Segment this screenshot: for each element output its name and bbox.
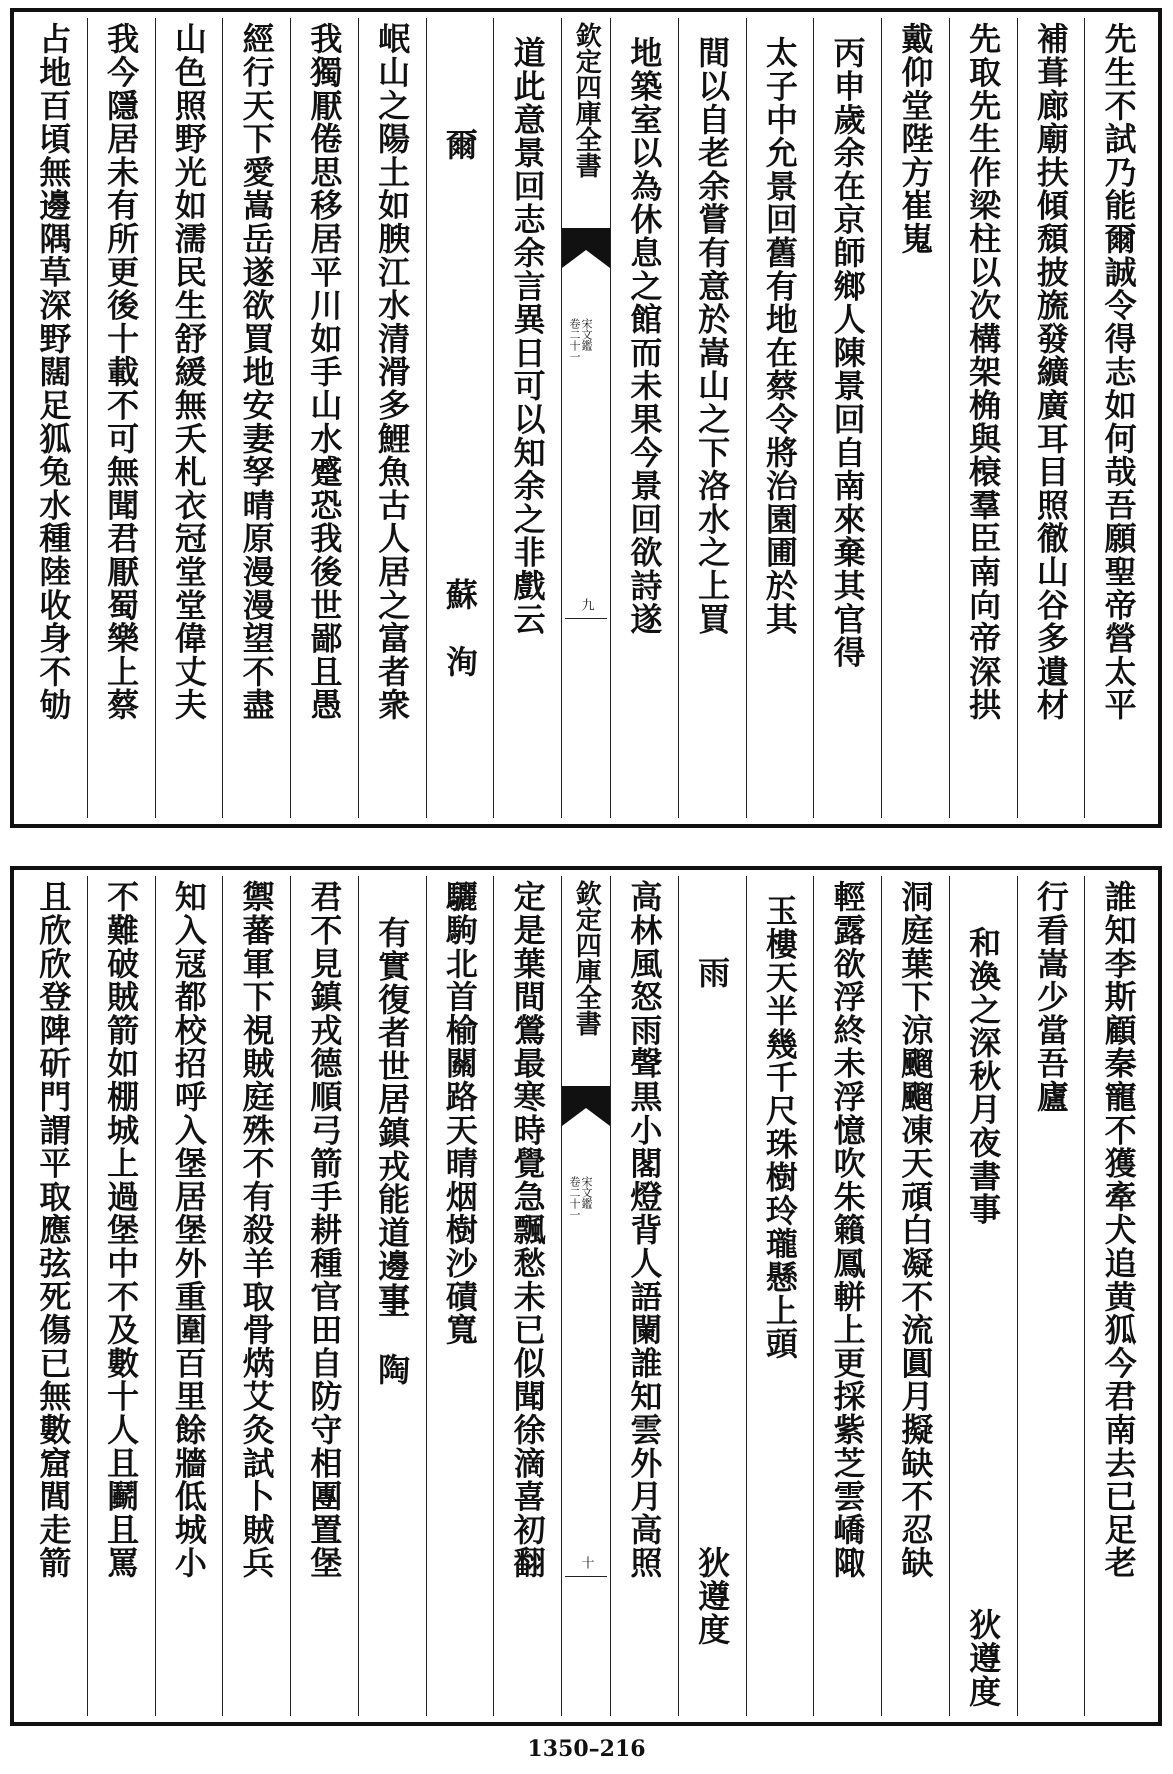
text-column	[87, 18, 155, 818]
column-text: 先取先生作梁柱以次構架桷與榱羣臣南向帝深拱	[964, 22, 1003, 722]
fold-title: 欽定四庫全書	[571, 22, 602, 178]
column-text: 岷山之陽土如腴江水清滑多鯉魚古人居之富者衆	[373, 22, 412, 722]
fold-collection: 宋文鑑	[580, 1176, 594, 1209]
poem-title: 有實復者世居鎮戎能道邊事	[373, 916, 412, 1316]
top-page-panel	[10, 8, 1162, 828]
column-text: 太子中允景回舊有地在蔡令將治園圃於其	[760, 36, 799, 636]
column-text: 行看嵩少當吾廬	[1031, 880, 1070, 1114]
poem-title: 和渙之深秋月夜書事	[964, 926, 1003, 1226]
column-text: 地築室以為休息之館而未果今景回欲詩遂	[625, 36, 664, 636]
author-name: 王 陶	[373, 1286, 412, 1386]
author-name: 狄遵度	[693, 1546, 732, 1646]
column-text: 山色照野光如濡民生舒緩無夭札衣冠堂堂偉丈夫	[169, 22, 208, 722]
fold-page-number: 九	[578, 598, 594, 611]
text-column	[20, 18, 87, 818]
fold-page-number: 十	[578, 1556, 594, 1569]
text-column	[1017, 876, 1085, 1716]
text-column	[678, 876, 746, 1716]
text-column	[881, 18, 949, 818]
column-text: 先生不試乃能爾誠令得志如何哉吾願聖帝營太平	[1099, 22, 1138, 722]
text-column	[358, 876, 426, 1716]
column-text: 定是葉間鶯最寒時覺急飄愁未已似聞徐滴喜初翻	[508, 880, 547, 1580]
text-column	[881, 876, 949, 1716]
text-column	[426, 876, 494, 1716]
column-text: 占地百頃無邊隅草深野闊足狐兔水種陸收身不劬	[34, 22, 73, 722]
column-text: 我今隱居未有所更後十載不可無聞君厭蜀樂上蔡	[102, 22, 141, 722]
fold-rule	[565, 1576, 607, 1577]
text-column	[155, 18, 223, 818]
text-column	[290, 18, 358, 818]
text-column	[949, 18, 1017, 818]
column-text: 丙申歲余在京師鄉人陳景回自南來棄其官得	[828, 36, 867, 669]
text-column	[426, 18, 494, 818]
fold-title: 欽定四庫全書	[571, 880, 602, 1036]
column-text: 禦蕃軍下視賊庭殊不有殺羊取骨焫艾灸試卜賊兵	[237, 880, 276, 1580]
column-text: 玉樓天半幾千尺珠樹玲瓏懸上頭	[760, 894, 799, 1361]
column-text: 我獨厭倦思移居平川如手山水蹙恐我後世鄙且愚	[305, 22, 344, 722]
text-column	[610, 18, 678, 818]
text-column	[222, 18, 290, 818]
text-column	[949, 876, 1017, 1716]
text-column	[493, 876, 561, 1716]
center-fold	[561, 18, 610, 818]
bottom-page-panel	[10, 866, 1162, 1726]
column-text: 洞庭葉下涼飀飀凍天頑白凝不流圓月擬缺不忍缺	[896, 880, 935, 1580]
fold-rule	[565, 618, 607, 619]
page-number: 1350–216	[527, 1736, 646, 1762]
center-fold	[561, 876, 610, 1716]
text-column	[358, 18, 426, 818]
column-text: 輕露欲浮終未浮憶吹朱籟鳳軿上更採紫芝雲嶠陬	[828, 880, 867, 1580]
text-column	[493, 18, 561, 818]
text-column	[813, 876, 881, 1716]
text-column	[678, 18, 746, 818]
column-text: 且欣欣登陴斫門謂平取應弦死傷已無數窟閭走箭	[34, 880, 73, 1580]
fishtail-mark-icon	[562, 1086, 610, 1126]
bottom-text-columns	[20, 876, 1152, 1716]
text-column	[746, 18, 814, 818]
text-column	[1017, 18, 1085, 818]
fold-collection: 宋文鑑	[580, 318, 594, 351]
fold-volume: 卷二十一	[568, 318, 582, 362]
column-text: 間以自老余嘗有意於嵩山之下洛水之上買	[693, 36, 732, 636]
author-name: 蘇 洵	[440, 578, 479, 678]
top-text-columns	[20, 18, 1152, 818]
fishtail-mark-icon	[562, 228, 610, 268]
text-column	[155, 876, 223, 1716]
text-column	[1084, 18, 1152, 818]
text-column	[746, 876, 814, 1716]
column-text: 道此意景回志余言異日可以知余之非戲云	[508, 36, 547, 636]
column-text: 知入冦都校招呼入堡居堡外重圍百里餘牆低城小	[169, 880, 208, 1580]
column-text: 誰知李斯顧秦寵不獲牽犬追黄狐今君南去已足老	[1099, 880, 1138, 1580]
text-column	[222, 876, 290, 1716]
text-column	[20, 876, 87, 1716]
text-column	[290, 876, 358, 1716]
column-text: 補葺廊廟扶傾頹披旒發纊廣耳目照徹山谷多遺材	[1031, 22, 1070, 722]
author-name: 狄遵度	[964, 1608, 1003, 1708]
text-column	[610, 876, 678, 1716]
column-text: 高林風怒雨聲黒小閣燈背人語闌誰知雲外月高照	[625, 880, 664, 1580]
text-column	[813, 18, 881, 818]
column-text: 驪駒北首榆關路天晴烟樹沙磧寬	[440, 880, 479, 1347]
text-column	[87, 876, 155, 1716]
column-text: 經行天下愛嵩岳遂欲買地安妻孥晴原漫漫望不盡	[237, 22, 276, 722]
fold-volume: 卷二十一	[568, 1176, 582, 1220]
poem-title: 雨	[693, 956, 732, 990]
column-text: 君不見鎮戎德順弓箭手耕種官田自防守相團置堡	[305, 880, 344, 1580]
column-text: 戴仰堂陛方崔嵬	[896, 22, 935, 256]
column-text: 爾	[440, 128, 479, 162]
text-column	[1084, 876, 1152, 1716]
column-text: 不難破賊箭如棚城上過堡中不及數十人且鬬且罵	[102, 880, 141, 1580]
